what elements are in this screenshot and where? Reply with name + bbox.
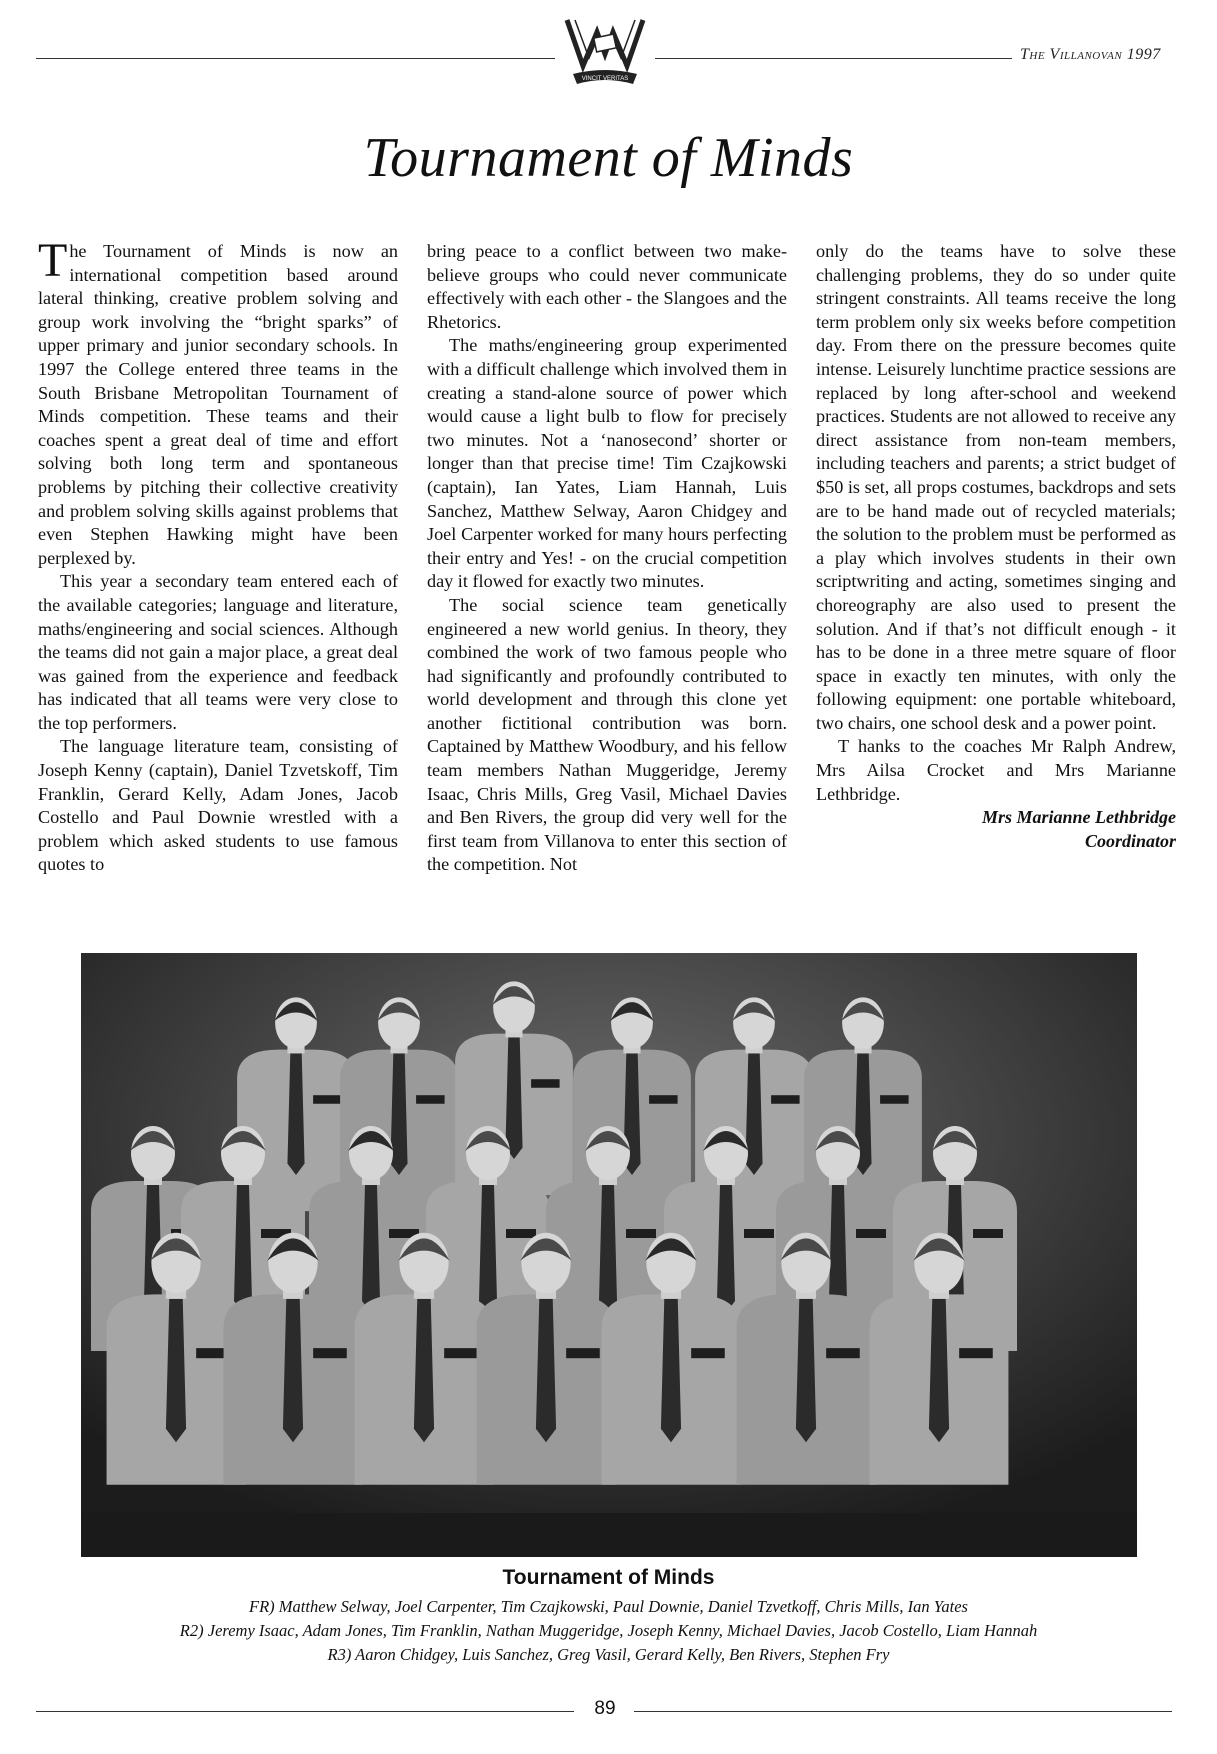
- article-paragraph-2: This year a secondary team entered each of the available categories; language and literature, maths/engineering and social sciences. Although the teams did not gain a major place, a great deal was gained from the experience and feedback has indicated that all teams were very close to the top performers.: [38, 571, 398, 733]
- team-group-photo: [81, 953, 1137, 1557]
- signature-name: Mrs Marianne Lethbridge: [981, 807, 1176, 828]
- footer-rule-left: [36, 1711, 574, 1712]
- running-head: The Villanovan 1997: [1020, 46, 1161, 63]
- header-rule-right: [655, 58, 1012, 59]
- article-paragraph-1-text: he Tournament of Minds is now an international competition based around lateral thinking, creative problem solving and group work involving the “bright sparks” of upper primary and junior secondary schools. In 1997 the College entered three teams in the South Brisbane Metropolitan Tournament of Minds competition. These teams and their coaches spent a great deal of time and effort solving both long term and spontaneous problems by pitching their collective creativity and problem solving skills against problems that even Stephen Hawking might have been perplexed by.: [38, 241, 398, 568]
- signature-role: Coordinator: [1084, 830, 1176, 851]
- photo-foreground: [81, 1513, 1137, 1557]
- article-column-2: [427, 240, 787, 877]
- article-paragraph-3-part: The language literature team, consisting of Joseph Kenny (captain), Daniel Tzvetskoff, Tim Franklin, Gerard Kelly, Adam Jones, Jacob Costello and Paul Downie wrestled with a problem which asked students to use famous quotes to: [38, 736, 398, 875]
- article-paragraph-5-continued: only do the teams have to solve these challenging problems, they do so under quite stringent constraints. All teams receive the long term problem only six weeks before competition day. From there on the pressure becomes quite intense. Leisurely lunchtime practice sessions are replaced by long after-school and weekend practices. Students are not allowed to receive any direct assistance from non-team members, including teachers and parents; a strict budget of $50 is set, all props costumes, backdrops and sets are to be hand made out of recycled materials; the solution to the problem must be performed as a play which involves students in their own scriptwriting and acting, sometimes singing and choreography are also used to present the solution. And if that’s not difficult enough - it has to be done in a three metre square of floor space in exactly ten minutes, with only the following equipment: one portable whiteboard, two chairs, one school desk and a power point.: [816, 241, 1176, 733]
- article-paragraph-3-continued: bring peace to a conflict between two make-believe groups who could never communicate effectively with each other - the Slangoes and the Rhetorics.: [427, 241, 787, 332]
- article-paragraph-6: T hanks to the coaches Mr Ralph Andrew, Mrs Ailsa Crocket and Mrs Marianne Lethbridge.: [816, 736, 1176, 804]
- page-title: Tournament of Minds: [363, 127, 854, 189]
- article-column-3: [816, 240, 1176, 853]
- page-number: 89: [594, 1698, 616, 1719]
- footer-rule-right: [634, 1711, 1172, 1712]
- photo-caption-title: Tournament of Minds: [502, 1566, 715, 1589]
- crest-motto: VINCIT VERITAS: [581, 76, 629, 82]
- article-paragraph-5-part: The social science team genetically engineered a new world genius. In theory, they combined the work of two famous people who had significantly and profoundly contributed to world development and through this clone yet another fictitional contribution was born. Captained by Matthew Woodbury, and his fellow team members Nathan Muggeridge, Jeremy Isaac, Chris Mills, Greg Vasil, Michael Davies and Ben Rivers, the group did very well for the first team from Villanova to enter this section of the competition. Not: [427, 594, 787, 875]
- caption-row-3: R3) Aaron Chidgey, Luis Sanchez, Greg Vasil, Gerard Kelly, Ben Rivers, Stephen Fry: [327, 1645, 890, 1664]
- drop-cap: T: [38, 234, 68, 287]
- article-paragraph-4: The maths/engineering group experimented with a difficult challenge which involved them in creating a stand-alone source of power which would cause a light bulb to flow for precisely two minutes. Not a ‘nanosecond’ shorter or longer than that precise time! Tim Czajkowski (captain), Ian Yates, Liam Hannah, Luis Sanchez, Matthew Selway, Aaron Chidgey and Joel Carpenter worked for many hours perfecting their entry and Yes! - on the crucial competition day it flowed for exactly two minutes.: [427, 335, 787, 592]
- team-group-photo-illustration: [81, 953, 1137, 1557]
- article-paragraph-1: [38, 234, 398, 570]
- caption-front-row: FR) Matthew Selway, Joel Carpenter, Tim Czajkowski, Paul Downie, Daniel Tzvetkoff, Chris Mills, Ian Yates: [249, 1597, 968, 1616]
- article-column-1: [38, 234, 398, 877]
- caption-row-2: R2) Jeremy Isaac, Adam Jones, Tim Franklin, Nathan Muggeridge, Joseph Kenny, Michael Davies, Jacob Costello, Liam Hannah: [179, 1621, 1038, 1640]
- header-rule-left: [36, 58, 555, 59]
- school-crest-logo: [563, 14, 647, 94]
